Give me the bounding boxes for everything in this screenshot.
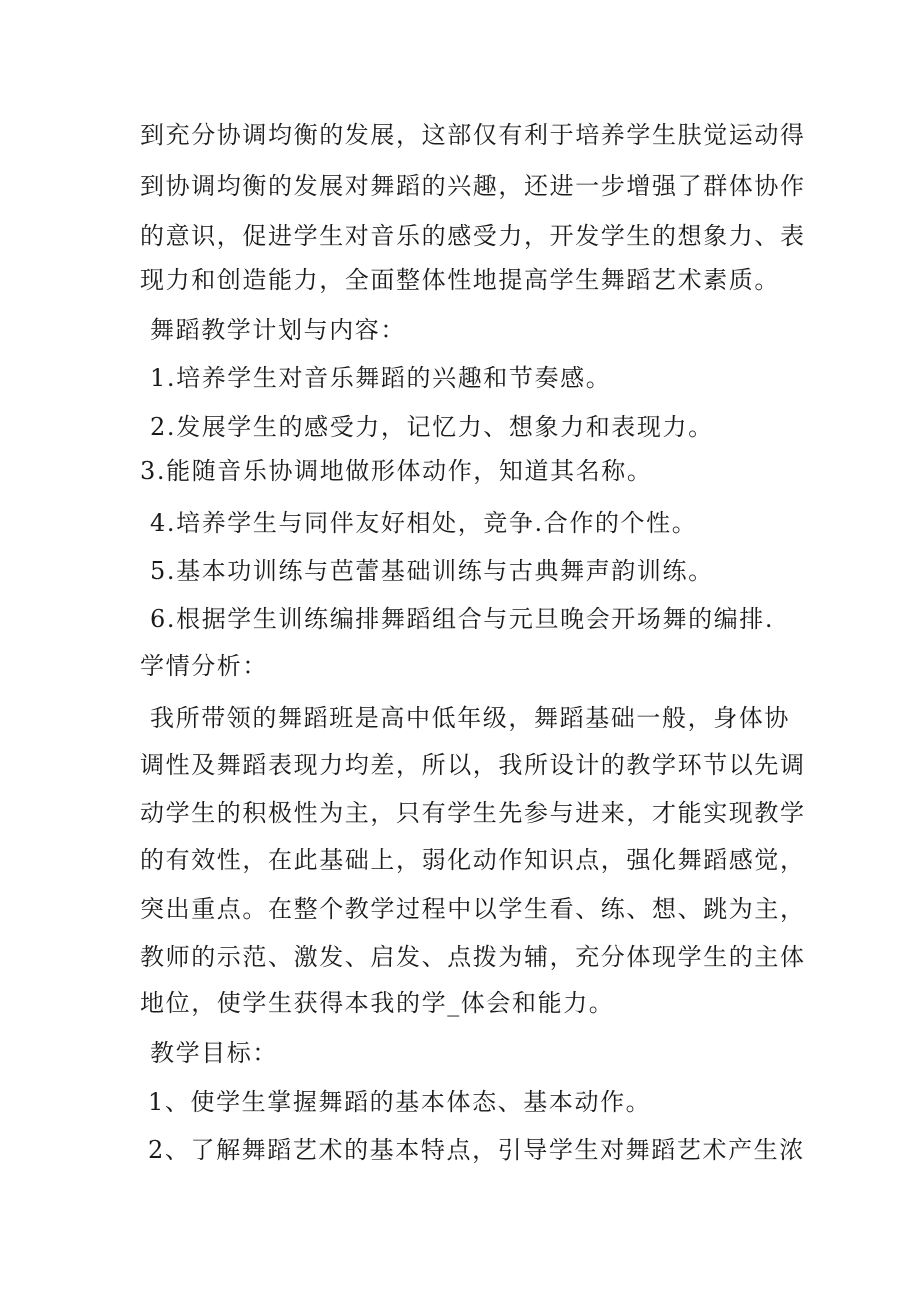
plan-item: 2.发展学生的感受力，记忆力、想象力和表现力。 [150, 413, 714, 441]
plan-item: 1.培养学生对音乐舞蹈的兴趣和节奏感。 [150, 364, 612, 392]
goal-item: 2、了解舞蹈艺术的基本特点，引导学生对舞蹈艺术产生浓 [148, 1136, 805, 1164]
analysis-line: 地位，使学生获得本我的学_体会和能力。 [140, 989, 615, 1017]
paragraph-line: 到协调均衡的发展对舞蹈的兴趣，还进一步增强了群体协作 [140, 172, 806, 200]
paragraph-line: 到充分协调均衡的发展，这部仅有利于培养学生肤觉运动得 [140, 121, 806, 149]
plan-item: 4.培养学生与同伴友好相处，竞争.合作的个性。 [150, 509, 698, 537]
paragraph-line: 现力和创造能力，全面整体性地提高学生舞蹈艺术素质。 [140, 266, 780, 294]
plan-item: 3.能随音乐协调地做形体动作，知道其名称。 [140, 457, 653, 485]
analysis-line: 教师的示范、激发、启发、点拨为辅，充分体现学生的主体 [140, 943, 806, 971]
analysis-line: 动学生的积极性为主，只有学生先参与进来，才能实现教学 [140, 799, 806, 827]
analysis-line: 突出重点。在整个教学过程中以学生看、练、想、跳为主， [140, 895, 806, 923]
section-heading-plan: 舞蹈教学计划与内容： [150, 316, 406, 344]
analysis-line: 我所带领的舞蹈班是高中低年级，舞蹈基础一般，身体协 [150, 704, 790, 732]
analysis-line: 的有效性，在此基础上，弱化动作知识点，强化舞蹈感觉， [140, 846, 806, 874]
section-heading-goals: 教学目标： [150, 1039, 278, 1067]
goal-item: 1、使学生掌握舞蹈的基本体态、基本动作。 [148, 1088, 652, 1116]
plan-item: 5.基本功训练与芭蕾基础训练与古典舞声韵训练。 [150, 557, 714, 585]
paragraph-line: 的意识，促进学生对音乐的感受力，开发学生的想象力、表 [140, 222, 806, 250]
analysis-line: 调性及舞蹈表现力均差，所以，我所设计的教学环节以先调 [140, 751, 806, 779]
section-heading-analysis: 学情分析： [140, 652, 268, 680]
plan-item: 6.根据学生训练编排舞蹈组合与元旦晚会开场舞的编排. [150, 605, 775, 633]
